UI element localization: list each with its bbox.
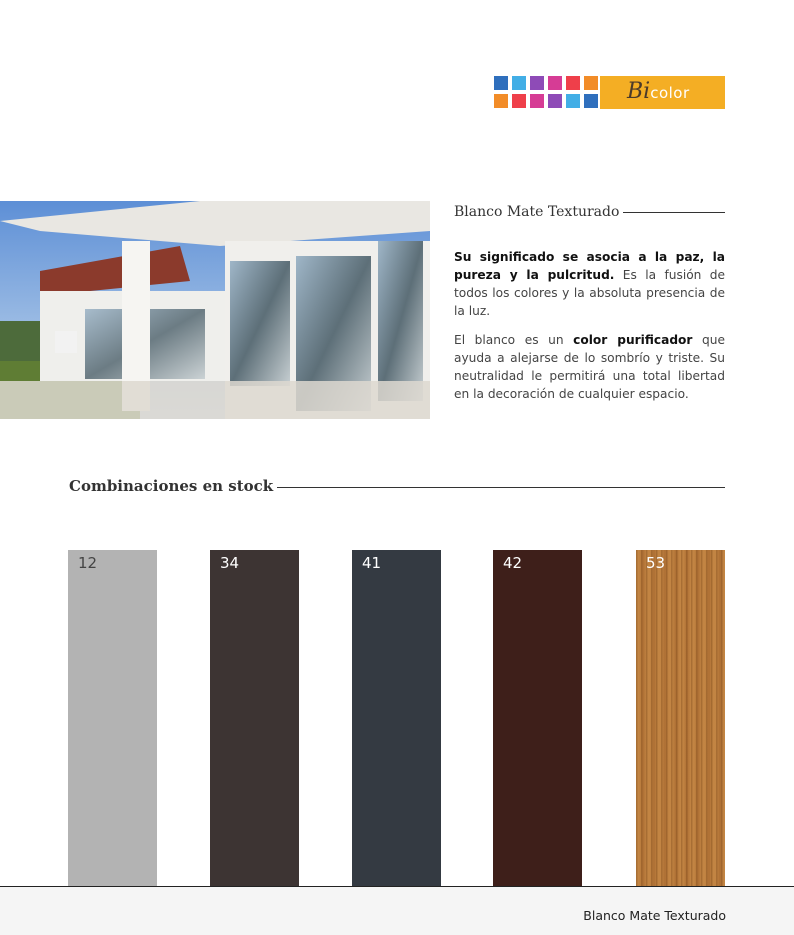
swatch-53	[636, 550, 725, 886]
swatch-34	[210, 550, 299, 886]
bicolor-logo	[494, 76, 725, 109]
logo-square	[494, 76, 508, 90]
logo-square	[548, 94, 562, 108]
logo-square	[494, 94, 508, 108]
title-rule	[623, 212, 725, 213]
paragraph-meaning-rest: Es la fusión de todos los colores y la absoluta presencia de la luz.	[454, 268, 725, 318]
paragraph-purifier-a: El blanco es un	[454, 333, 574, 347]
logo-square	[584, 94, 598, 108]
swatch-42	[493, 550, 582, 886]
section-title	[454, 204, 725, 220]
combinations-title	[69, 477, 725, 495]
logo-square	[512, 94, 526, 108]
logo-square	[584, 76, 598, 90]
combinations-title-text: Combinaciones en stock	[69, 477, 274, 495]
footer-label: Blanco Mate Texturado	[583, 908, 726, 923]
combinations-rule	[277, 487, 725, 488]
swatch-code: 34	[220, 554, 240, 572]
logo-text	[627, 79, 690, 104]
logo-band	[600, 76, 725, 109]
swatch-41	[352, 550, 441, 886]
logo-square	[548, 76, 562, 90]
logo-square	[512, 76, 526, 90]
house-porch-photo	[0, 201, 430, 419]
swatch-code: 53	[646, 554, 666, 572]
swatch-code: 41	[362, 554, 382, 572]
swatch-12	[68, 550, 157, 886]
paragraph-purifier-b: que ayuda a alejarse de lo sombrío y triste. Su neutralidad le permitirá una total libertad en la decoración de cualquier espacio.	[454, 333, 725, 401]
swatch-code: 12	[78, 554, 98, 572]
logo-square	[566, 76, 580, 90]
logo-square	[530, 76, 544, 90]
logo-prefix: Bi	[627, 79, 651, 104]
paragraph-meaning	[454, 248, 725, 320]
logo-square	[530, 94, 544, 108]
paragraph-meaning-bold: Su significado se asocia a la paz, la pureza y la pulcritud.	[454, 250, 725, 282]
paragraph-purifier	[454, 331, 725, 403]
paragraph-purifier-bold: color purificador	[573, 333, 693, 347]
logo-square	[566, 94, 580, 108]
section-title-text: Blanco Mate Texturado	[454, 204, 620, 220]
logo-color-grid	[494, 76, 600, 109]
swatch-code: 42	[503, 554, 523, 572]
logo-suffix: color	[650, 84, 690, 102]
footer	[0, 886, 794, 935]
